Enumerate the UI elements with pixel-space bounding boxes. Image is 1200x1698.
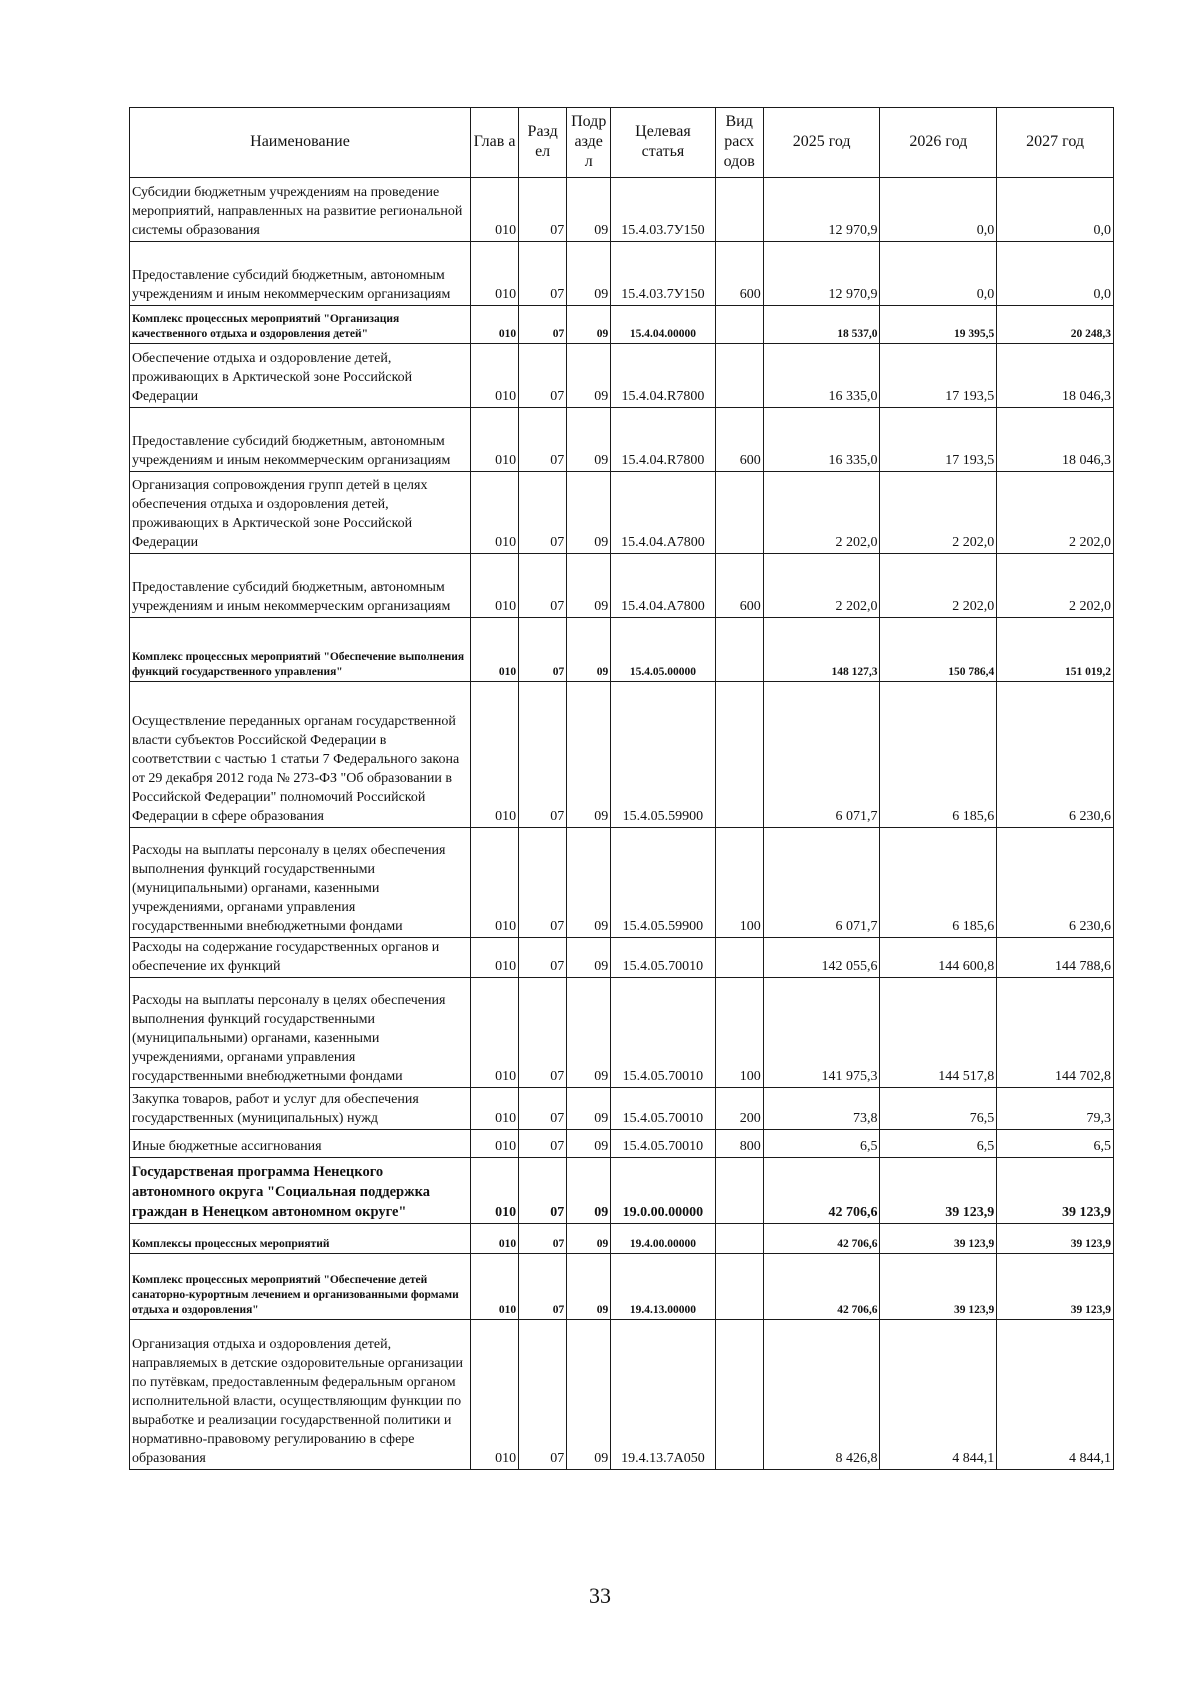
table-row — [130, 1158, 1114, 1224]
cell-article: 19.4.13.7А050 — [611, 1320, 715, 1470]
cell-glava: 010 — [470, 408, 518, 472]
cell-podrazdel: 09 — [567, 1224, 611, 1254]
header-2027: 2027 год — [997, 108, 1114, 178]
cell-name: Закупка товаров, работ и услуг для обеспечения государственных (муниципальных) нужд — [130, 1088, 471, 1130]
cell-name: Комплекс процессных мероприятий "Организация качественного отдыха и оздоровления детей" — [130, 306, 471, 344]
cell-y2025: 142 055,6 — [763, 938, 880, 978]
cell-y2026: 39 123,9 — [880, 1254, 997, 1320]
cell-razdel: 07 — [519, 306, 567, 344]
cell-article: 15.4.05.70010 — [611, 1088, 715, 1130]
cell-y2027: 39 123,9 — [997, 1158, 1114, 1224]
cell-y2027: 39 123,9 — [997, 1224, 1114, 1254]
cell-y2026: 0,0 — [880, 242, 997, 306]
cell-podrazdel: 09 — [567, 242, 611, 306]
cell-y2025: 2 202,0 — [763, 472, 880, 554]
cell-vid — [715, 1320, 763, 1470]
cell-y2027: 2 202,0 — [997, 472, 1114, 554]
cell-glava: 010 — [470, 1158, 518, 1224]
cell-vid — [715, 178, 763, 242]
table-row — [130, 408, 1114, 472]
cell-y2026: 17 193,5 — [880, 344, 997, 408]
cell-razdel: 07 — [519, 408, 567, 472]
cell-vid — [715, 1254, 763, 1320]
cell-y2026: 39 123,9 — [880, 1224, 997, 1254]
table-row — [130, 178, 1114, 242]
cell-razdel: 07 — [519, 472, 567, 554]
cell-article: 19.4.13.00000 — [611, 1254, 715, 1320]
cell-glava: 010 — [470, 306, 518, 344]
cell-podrazdel: 09 — [567, 682, 611, 828]
table-row — [130, 1254, 1114, 1320]
table-row — [130, 618, 1114, 682]
cell-name: Комплексы процессных мероприятий — [130, 1224, 471, 1254]
cell-podrazdel: 09 — [567, 618, 611, 682]
cell-article: 15.4.05.70010 — [611, 938, 715, 978]
cell-y2027: 151 019,2 — [997, 618, 1114, 682]
cell-article: 19.0.00.00000 — [611, 1158, 715, 1224]
cell-y2025: 12 970,9 — [763, 242, 880, 306]
cell-article: 15.4.04.А7800 — [611, 472, 715, 554]
cell-article: 19.4.00.00000 — [611, 1224, 715, 1254]
cell-razdel: 07 — [519, 1320, 567, 1470]
cell-podrazdel: 09 — [567, 554, 611, 618]
cell-article: 15.4.03.7У150 — [611, 178, 715, 242]
cell-y2027: 2 202,0 — [997, 554, 1114, 618]
cell-glava: 010 — [470, 938, 518, 978]
cell-glava: 010 — [470, 344, 518, 408]
cell-vid — [715, 344, 763, 408]
table-row — [130, 242, 1114, 306]
cell-y2027: 6 230,6 — [997, 828, 1114, 938]
header-podrazdel: Подр азде л — [567, 108, 611, 178]
cell-y2025: 6 071,7 — [763, 682, 880, 828]
cell-y2026: 76,5 — [880, 1088, 997, 1130]
cell-vid — [715, 938, 763, 978]
cell-article: 15.4.05.59900 — [611, 682, 715, 828]
cell-razdel: 07 — [519, 1158, 567, 1224]
cell-y2026: 19 395,5 — [880, 306, 997, 344]
cell-vid: 600 — [715, 242, 763, 306]
cell-razdel: 07 — [519, 554, 567, 618]
cell-vid — [715, 472, 763, 554]
cell-podrazdel: 09 — [567, 408, 611, 472]
table-row — [130, 306, 1114, 344]
cell-y2027: 18 046,3 — [997, 344, 1114, 408]
cell-y2025: 148 127,3 — [763, 618, 880, 682]
header-article: Целевая статья — [611, 108, 715, 178]
cell-article: 15.4.05.70010 — [611, 978, 715, 1088]
header-name: Наименование — [130, 108, 471, 178]
cell-y2025: 18 537,0 — [763, 306, 880, 344]
header-vid: Вид расх одов — [715, 108, 763, 178]
cell-y2027: 39 123,9 — [997, 1254, 1114, 1320]
cell-y2025: 8 426,8 — [763, 1320, 880, 1470]
cell-name: Осуществление переданных органам государственной власти субъектов Российской Федерации в соответствии с частью 1 статьи 7 Федерального закона от 29 декабря 2012 года № 273-ФЗ "Об образовании в Российской Федерации" полномочий Российской Федерации в сфере образования — [130, 682, 471, 828]
cell-y2026: 6 185,6 — [880, 682, 997, 828]
table-header-row — [130, 108, 1114, 178]
cell-glava: 010 — [470, 1224, 518, 1254]
cell-razdel: 07 — [519, 1254, 567, 1320]
cell-glava: 010 — [470, 178, 518, 242]
cell-article: 15.4.04.R7800 — [611, 408, 715, 472]
table-row — [130, 554, 1114, 618]
cell-y2026: 150 786,4 — [880, 618, 997, 682]
cell-glava: 010 — [470, 978, 518, 1088]
header-2026: 2026 год — [880, 108, 997, 178]
cell-razdel: 07 — [519, 618, 567, 682]
cell-glava: 010 — [470, 242, 518, 306]
cell-razdel: 07 — [519, 1088, 567, 1130]
cell-name: Предоставление субсидий бюджетным, автономным учреждениям и иным некоммерческим организациям — [130, 242, 471, 306]
cell-y2027: 6,5 — [997, 1130, 1114, 1158]
cell-glava: 010 — [470, 472, 518, 554]
cell-y2025: 6,5 — [763, 1130, 880, 1158]
cell-glava: 010 — [470, 1320, 518, 1470]
cell-name: Расходы на содержание государственных органов и обеспечение их функций — [130, 938, 471, 978]
cell-vid: 600 — [715, 554, 763, 618]
cell-razdel: 07 — [519, 344, 567, 408]
cell-razdel: 07 — [519, 828, 567, 938]
cell-y2026: 6 185,6 — [880, 828, 997, 938]
cell-article: 15.4.04.А7800 — [611, 554, 715, 618]
table-row — [130, 1224, 1114, 1254]
cell-vid: 100 — [715, 978, 763, 1088]
cell-podrazdel: 09 — [567, 472, 611, 554]
cell-y2025: 73,8 — [763, 1088, 880, 1130]
budget-table — [129, 107, 1114, 1470]
cell-y2026: 2 202,0 — [880, 472, 997, 554]
cell-vid — [715, 682, 763, 828]
cell-name: Расходы на выплаты персоналу в целях обеспечения выполнения функций государственными (муниципальными) органами, казенными учреждениями, органами управления государственными внебюджетными фондами — [130, 978, 471, 1088]
cell-glava: 010 — [470, 554, 518, 618]
cell-glava: 010 — [470, 682, 518, 828]
cell-razdel: 07 — [519, 682, 567, 828]
cell-y2027: 18 046,3 — [997, 408, 1114, 472]
cell-podrazdel: 09 — [567, 828, 611, 938]
table-row — [130, 1320, 1114, 1470]
table-row — [130, 682, 1114, 828]
table-row — [130, 1088, 1114, 1130]
table-row — [130, 938, 1114, 978]
cell-y2025: 12 970,9 — [763, 178, 880, 242]
cell-y2027: 144 788,6 — [997, 938, 1114, 978]
cell-y2027: 144 702,8 — [997, 978, 1114, 1088]
cell-y2025: 16 335,0 — [763, 408, 880, 472]
cell-y2025: 2 202,0 — [763, 554, 880, 618]
header-glava: Глав а — [470, 108, 518, 178]
cell-article: 15.4.05.70010 — [611, 1130, 715, 1158]
cell-razdel: 07 — [519, 242, 567, 306]
cell-article: 15.4.03.7У150 — [611, 242, 715, 306]
cell-y2026: 144 600,8 — [880, 938, 997, 978]
cell-vid — [715, 1158, 763, 1224]
table-body — [130, 178, 1114, 1470]
cell-glava: 010 — [470, 1130, 518, 1158]
cell-y2026: 144 517,8 — [880, 978, 997, 1088]
cell-article: 15.4.05.00000 — [611, 618, 715, 682]
cell-name: Комплекс процессных мероприятий "Обеспечение выполнения функций государственного управления" — [130, 618, 471, 682]
cell-y2027: 0,0 — [997, 242, 1114, 306]
cell-y2025: 141 975,3 — [763, 978, 880, 1088]
cell-podrazdel: 09 — [567, 178, 611, 242]
cell-glava: 010 — [470, 1088, 518, 1130]
cell-y2025: 42 706,6 — [763, 1224, 880, 1254]
cell-podrazdel: 09 — [567, 938, 611, 978]
cell-y2026: 6,5 — [880, 1130, 997, 1158]
cell-y2026: 2 202,0 — [880, 554, 997, 618]
cell-y2027: 0,0 — [997, 178, 1114, 242]
cell-article: 15.4.04.R7800 — [611, 344, 715, 408]
cell-name: Государственая программа Ненецкого автономного округа "Социальная поддержка граждан в Ненецком автономном округе" — [130, 1158, 471, 1224]
cell-article: 15.4.04.00000 — [611, 306, 715, 344]
cell-glava: 010 — [470, 828, 518, 938]
cell-glava: 010 — [470, 618, 518, 682]
cell-name: Предоставление субсидий бюджетным, автономным учреждениям и иным некоммерческим организациям — [130, 554, 471, 618]
table-row — [130, 472, 1114, 554]
cell-vid — [715, 618, 763, 682]
cell-y2026: 17 193,5 — [880, 408, 997, 472]
cell-podrazdel: 09 — [567, 1158, 611, 1224]
cell-y2025: 42 706,6 — [763, 1158, 880, 1224]
table-row — [130, 344, 1114, 408]
page-number: 33 — [589, 1583, 611, 1608]
cell-podrazdel: 09 — [567, 306, 611, 344]
cell-y2026: 39 123,9 — [880, 1158, 997, 1224]
cell-vid: 200 — [715, 1088, 763, 1130]
cell-y2025: 42 706,6 — [763, 1254, 880, 1320]
cell-podrazdel: 09 — [567, 1254, 611, 1320]
cell-article: 15.4.05.59900 — [611, 828, 715, 938]
cell-vid: 800 — [715, 1130, 763, 1158]
cell-name: Расходы на выплаты персоналу в целях обеспечения выполнения функций государственными (муниципальными) органами, казенными учреждениями, органами управления государственными внебюджетными фондами — [130, 828, 471, 938]
cell-razdel: 07 — [519, 978, 567, 1088]
cell-name: Комплекс процессных мероприятий "Обеспечение детей санаторно-курортным лечением и организованными формами отдыха и оздоровления" — [130, 1254, 471, 1320]
cell-name: Субсидии бюджетным учреждениям на проведение мероприятий, направленных на развитие региональной системы образования — [130, 178, 471, 242]
cell-razdel: 07 — [519, 938, 567, 978]
cell-y2026: 4 844,1 — [880, 1320, 997, 1470]
cell-name: Обеспечение отдыха и оздоровление детей, проживающих в Арктической зоне Российской Федерации — [130, 344, 471, 408]
cell-name: Организация сопровождения групп детей в целях обеспечения отдыха и оздоровления детей, проживающих в Арктической зоне Российской Федерации — [130, 472, 471, 554]
header-2025: 2025 год — [763, 108, 880, 178]
cell-vid: 100 — [715, 828, 763, 938]
cell-razdel: 07 — [519, 1224, 567, 1254]
cell-y2027: 4 844,1 — [997, 1320, 1114, 1470]
cell-name: Иные бюджетные ассигнования — [130, 1130, 471, 1158]
cell-razdel: 07 — [519, 178, 567, 242]
cell-vid — [715, 306, 763, 344]
cell-y2025: 6 071,7 — [763, 828, 880, 938]
table-row — [130, 828, 1114, 938]
header-razdel: Разд ел — [519, 108, 567, 178]
cell-podrazdel: 09 — [567, 1088, 611, 1130]
cell-razdel: 07 — [519, 1130, 567, 1158]
cell-podrazdel: 09 — [567, 1130, 611, 1158]
cell-glava: 010 — [470, 1254, 518, 1320]
cell-name: Организация отдыха и оздоровления детей, направляемых в детские оздоровительные организации по путёвкам, предоставленным федеральным органом исполнительной власти, осуществляющим функции по выработке и реализации государственной политики и нормативно-правовому регулированию в сфере образования — [130, 1320, 471, 1470]
cell-y2026: 0,0 — [880, 178, 997, 242]
cell-y2027: 6 230,6 — [997, 682, 1114, 828]
cell-vid: 600 — [715, 408, 763, 472]
table-row — [130, 1130, 1114, 1158]
cell-y2025: 16 335,0 — [763, 344, 880, 408]
cell-podrazdel: 09 — [567, 978, 611, 1088]
cell-name: Предоставление субсидий бюджетным, автономным учреждениям и иным некоммерческим организациям — [130, 408, 471, 472]
cell-y2027: 20 248,3 — [997, 306, 1114, 344]
table-row — [130, 978, 1114, 1088]
cell-podrazdel: 09 — [567, 1320, 611, 1470]
cell-vid — [715, 1224, 763, 1254]
cell-podrazdel: 09 — [567, 344, 611, 408]
cell-y2027: 79,3 — [997, 1088, 1114, 1130]
